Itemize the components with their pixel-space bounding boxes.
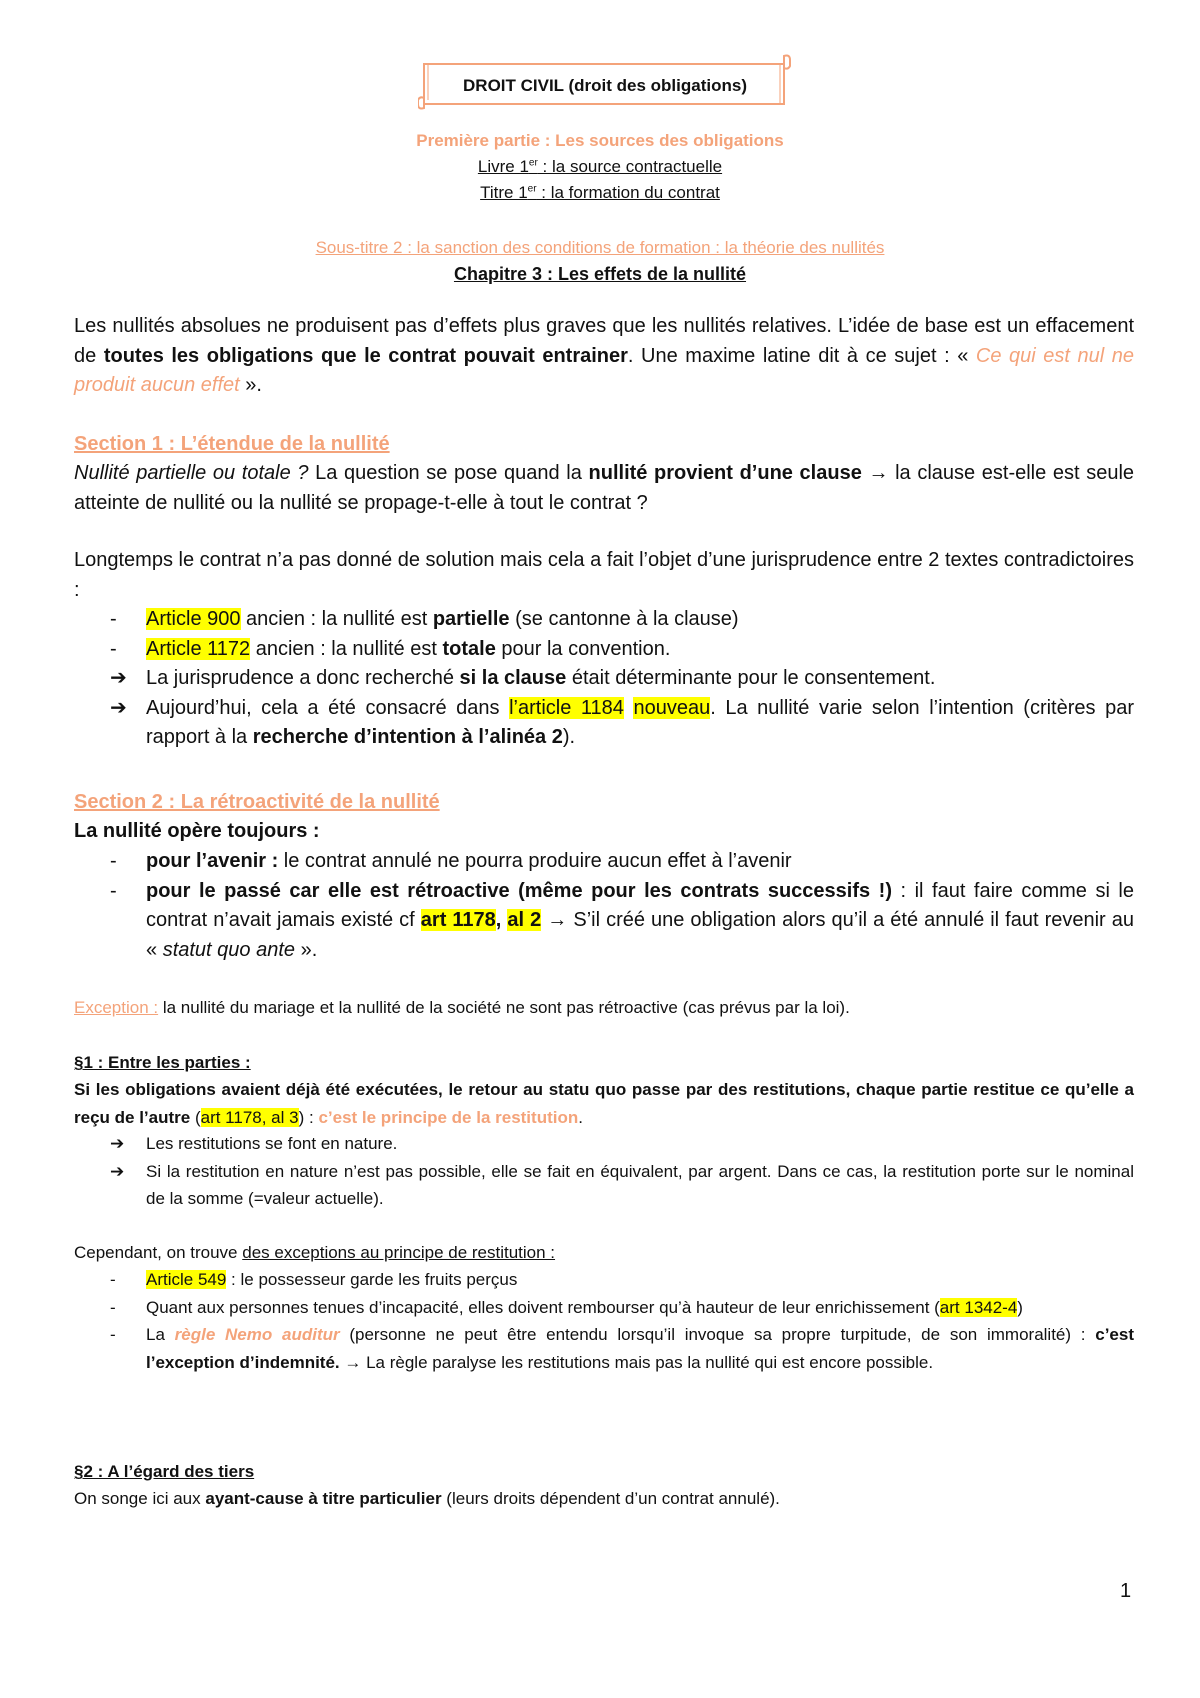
section-2-lead: La nullité opère toujours : [74,820,320,842]
section-1-paragraph: Longtemps le contrat n’a pas donné de solution mais cela a fait l’objet d’une jurisprudence entre 2 textes contradictoires : [74,549,1134,601]
arrow-icon: ➔ [110,667,127,689]
list-item: - Article 1172 ancien : la nullité est totale pour la convention. [110,637,671,660]
exceptions-list [74,1266,1134,1376]
para-2-text: On songe ici aux ayant-cause à titre particulier (leurs droits dépendent d’un contrat annulé). [74,1489,780,1508]
section-2-heading: Section 2 : La rétroactivité de la nullité [74,791,440,813]
arrow-icon: ➔ [110,1134,125,1153]
part-title: Première partie : Les sources des obligations [416,131,784,150]
para-1-text: Si les obligations avaient déjà été exécutées, le retour au statu quo passe par des restitutions, chaque partie restitue ce qu’elle a reçu de l’autre (art 1178, al 3) : c’est le principe de la restitution. [74,1080,1134,1127]
arrow-icon: ➔ [110,696,127,719]
arrow-icon: ➔ [110,1161,125,1181]
titre-title: Titre 1er : la formation du contrat [480,183,720,202]
list-item: - La règle Nemo auditur (personne ne peut être entendu lorsqu’il invoque sa propre turpitude, de son immoralité) : c’est l’exception d’indemnité. → La règle paralyse les restitutions mais pas la nullité qui est encore possible. [110,1325,1134,1372]
list-item: - Article 549 : le possesseur garde les fruits perçus [110,1270,518,1289]
para-1-heading: §1 : Entre les parties : [74,1053,251,1072]
sous-titre: Sous-titre 2 : la sanction des conditions de formation : la théorie des nullités [315,238,885,257]
list-item: - Article 900 ancien : la nullité est partielle (se cantonne à la clause) [110,608,739,630]
list-item: ➔ Aujourd’hui, cela a été consacré dans l’article 1184 nouveau. La nullité varie selon l’intention (critères par rapport à la recherche d’intention à l’alinéa 2). [74,694,1134,753]
section-1-question: Nullité partielle ou totale ? La question se pose quand la nullité provient d’une clause → la clause est-elle est seule atteinte de nullité ou la nullité se propage-t-elle à tout le contrat ? [74,462,1135,514]
intro-paragraph: Les nullités absolues ne produisent pas d’effets plus graves que les nullités relatives. L’idée de base est un effacement de toutes les obligations que le contrat pouvait entrainer. Une maxime latine dit à ce sujet : « Ce qui est nul ne produit aucun effet ». [74,315,1134,396]
para-1-arrow-list [74,1130,1134,1213]
exception-line: Exception : la nullité du mariage et la nullité de la société ne sont pas rétroactive (cas prévus par la loi). [74,998,850,1017]
list-item: ➔ La jurisprudence a donc recherché si la clause était déterminante pour le consentement. [74,664,1134,694]
list-item: - pour l’avenir : le contrat annulé ne pourra produire aucun effet à l’avenir [110,850,792,872]
cependant-line: Cependant, on trouve des exceptions au principe de restitution : [74,1243,556,1262]
list-item: ➔ Les restitutions se font en nature. [74,1130,1134,1158]
livre-title: Livre 1er : la source contractuelle [477,157,723,176]
section-1-heading: Section 1 : L’étendue de la nullité [74,433,390,455]
chapter-title: Chapitre 3 : Les effets de la nullité [453,264,747,284]
section-2-list [74,847,1134,965]
section-1-list [74,605,1134,753]
list-item: - pour le passé car elle est rétroactive (même pour les contrats successifs !) : il faut faire comme si le contrat n’avait jamais existé cf art 1178, al 2 → S’il créé une obligation alors qu’il a été annulé il faut revenir au « statut quo ante ». [110,879,1135,961]
title-banner [418,52,792,110]
para-2-heading: §2 : A l’égard des tiers [74,1462,255,1481]
list-item: ➔ Si la restitution en nature n’est pas possible, elle se fait en équivalent, par argent. Dans ce cas, la restitution porte sur le nominal de la somme (=valeur actuelle). [74,1158,1134,1213]
list-item: - Quant aux personnes tenues d’incapacité, elles doivent rembourser qu’à hauteur de leur enrichissement (art 1342-4) [110,1297,1023,1317]
document-title: DROIT CIVIL (droit des obligations) [463,76,747,95]
page-number: 1 [1120,1580,1132,1602]
